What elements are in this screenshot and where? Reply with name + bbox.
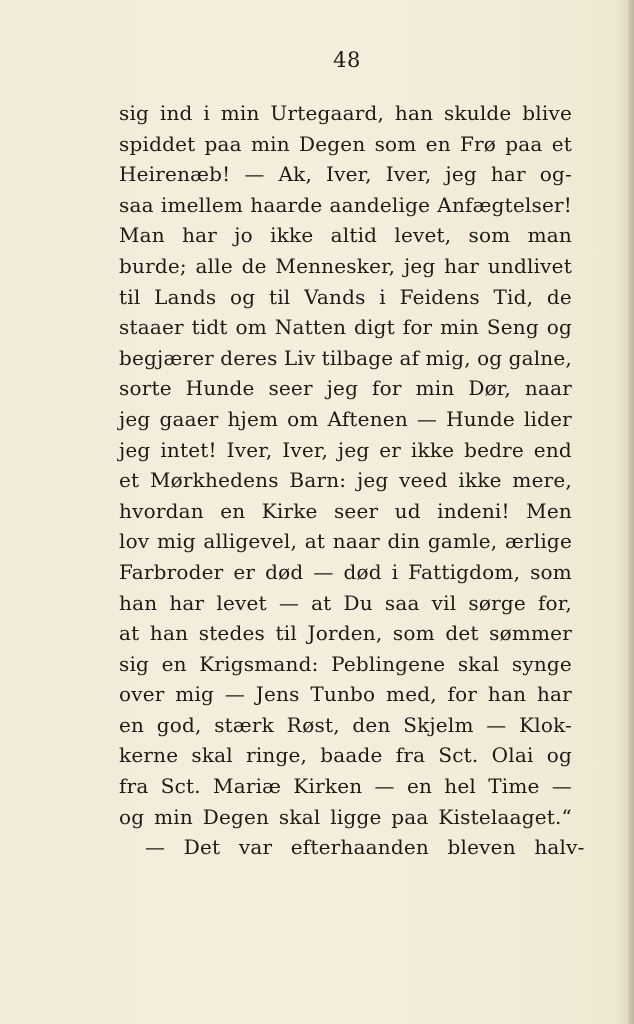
- text-line: staaer tidt om Natten digt for min Seng og: [119, 315, 572, 340]
- text-line: sig en Krigsmand: Peblingene skal synge: [119, 651, 572, 676]
- text-line: sorte Hunde seer jeg for min Dør, naar: [119, 376, 572, 401]
- text-line: jeg intet! Iver, Iver, jeg er ikke bedre end: [119, 437, 572, 462]
- page-number: 48: [333, 48, 361, 72]
- text-line: jeg gaaer hjem om Aftenen — Hunde lider: [119, 406, 572, 431]
- text-line: og min Degen skal ligge paa Kistelaaget.“: [119, 804, 572, 829]
- text-line: begjærer deres Liv tilbage af mig, og galne,: [119, 345, 572, 370]
- text-line: — Det var efterhaanden bleven halv-: [145, 835, 585, 860]
- text-line: han har levet — at Du saa vil sørge for,: [119, 590, 572, 615]
- page-edge: [628, 0, 634, 1024]
- text-line: burde; alle de Mennesker, jeg har undlivet: [119, 253, 572, 278]
- text-line: til Lands og til Vands i Feidens Tid, de: [119, 284, 572, 309]
- text-line: sig ind i min Urtegaard, han skulde blive: [119, 101, 572, 125]
- text-line: Farbroder er død — død i Fattigdom, som: [119, 559, 572, 584]
- body-text: [119, 98, 585, 863]
- text-line: over mig — Jens Tunbo med, for han har: [119, 682, 572, 707]
- text-line: Heirenæb! — Ak, Iver, Iver, jeg har og-: [119, 162, 572, 187]
- text-line: saa imellem haarde aandelige Anfægtelser!: [119, 192, 572, 217]
- text-line: en god, stærk Røst, den Skjelm — Klok-: [119, 712, 572, 737]
- text-line: spiddet paa min Degen som en Frø paa et: [119, 131, 572, 156]
- text-line: kerne skal ringe, baade fra Sct. Olai og: [119, 743, 572, 768]
- text-line: hvordan en Kirke seer ud indeni! Men: [119, 498, 572, 523]
- text-line: Man har jo ikke altid levet, som man: [119, 223, 572, 248]
- text-line: fra Sct. Mariæ Kirken — en hel Time —: [119, 774, 572, 799]
- text-line: et Mørkhedens Barn: jeg veed ikke mere,: [119, 468, 572, 493]
- text-line: at han stedes til Jorden, som det sømmer: [119, 621, 572, 646]
- text-line: lov mig alligevel, at naar din gamle, ærlige: [119, 529, 572, 554]
